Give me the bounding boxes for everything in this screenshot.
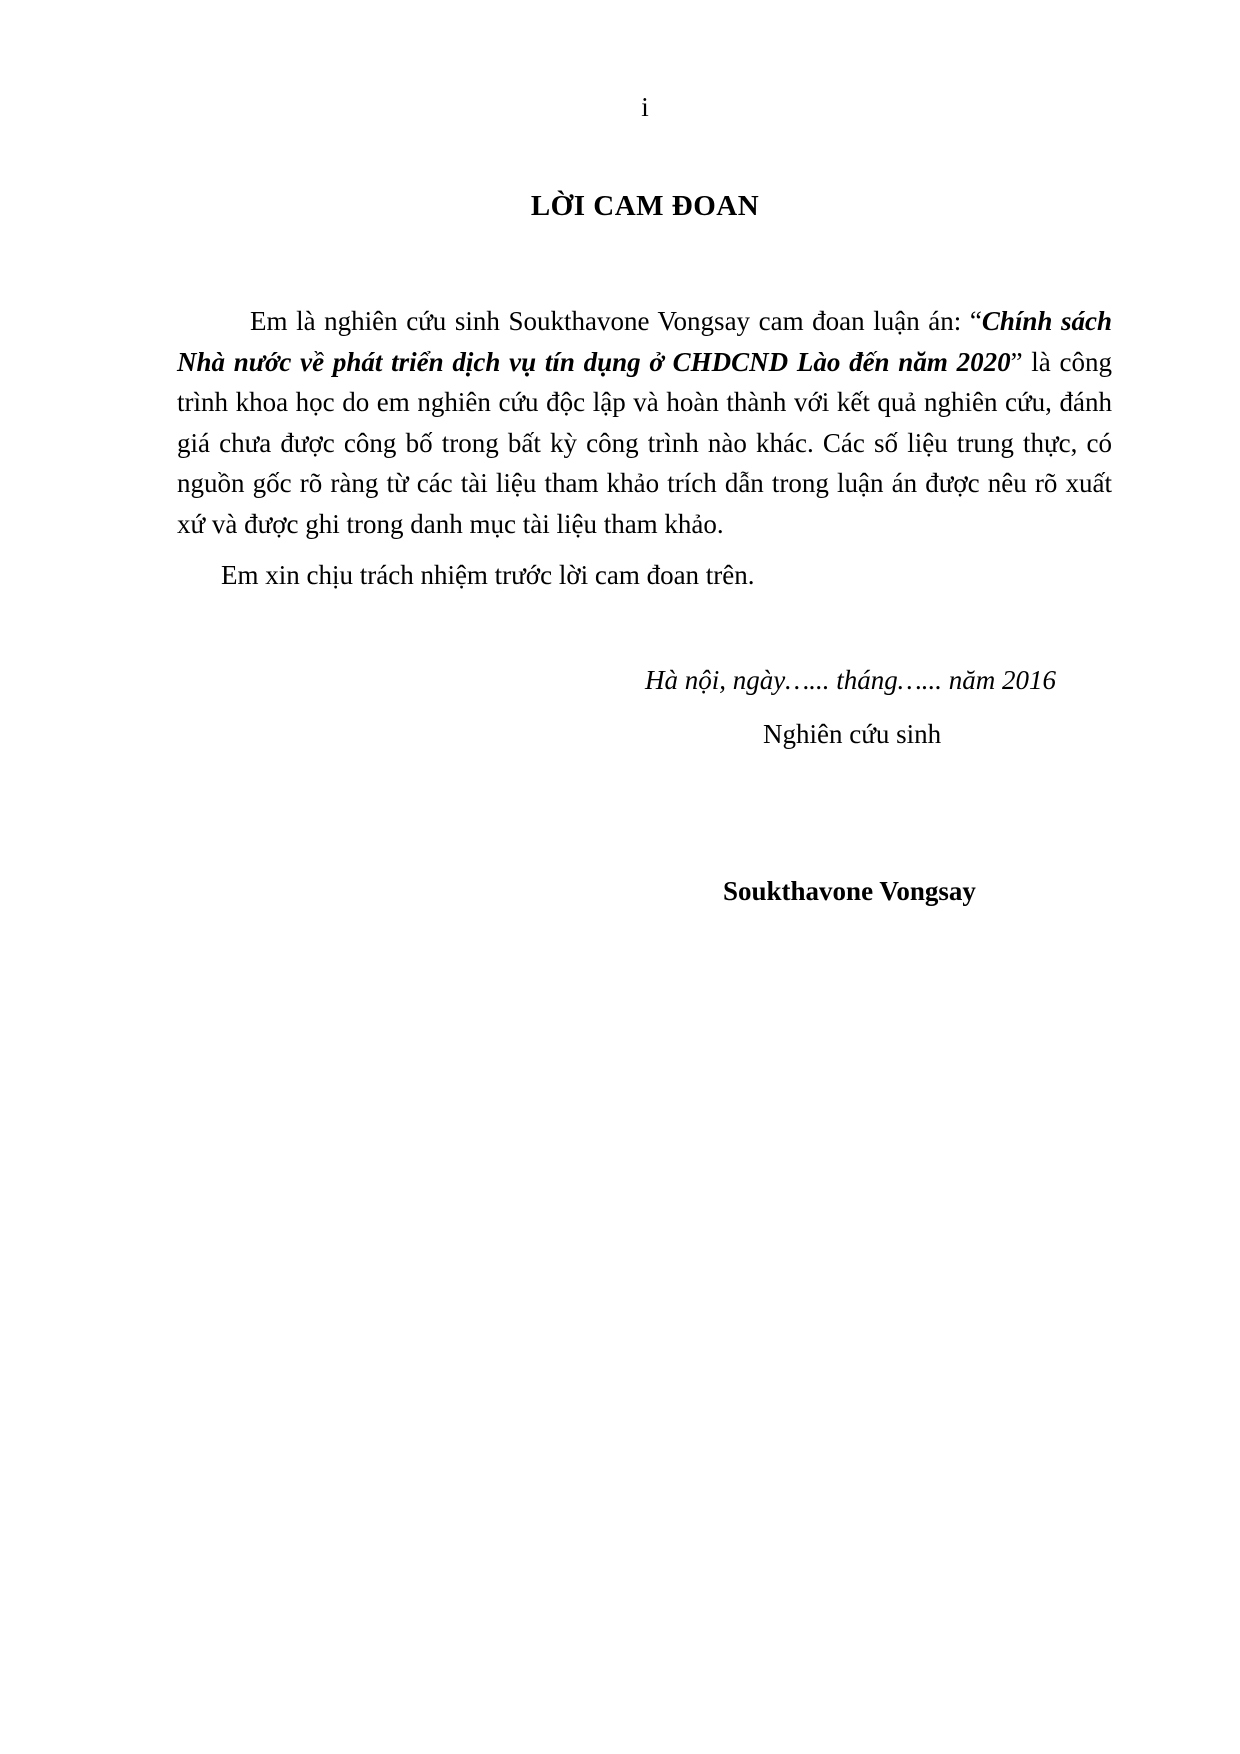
signer-name: Soukthavone Vongsay — [723, 876, 976, 906]
signature-date-line: Hà nội, ngày…... tháng…... năm 2016 — [645, 665, 1056, 695]
signature-role: Nghiên cứu sinh — [763, 719, 942, 749]
declaration-rest: ” là công trình khoa học do em nghiên cứu độc lập và hoàn thành với kết quả nghiên cứu, đánh giá chưa được công bố trong bất kỳ công trình nào khác. Các số liệu trung thực, có nguồn gốc rõ ràng từ các tài liệu tham khảo trích dẫn trong luận án được nêu rõ xuất xứ và được ghi trong danh mục tài liệu tham khảo. — [177, 346, 1113, 539]
page-number: i — [641, 92, 649, 122]
declaration-text — [177, 301, 1112, 544]
page-title: LỜI CAM ĐOAN — [530, 190, 760, 222]
declaration-intro: Em là nghiên cứu sinh Soukthavone Vongsay cam đoan luận án: “ — [250, 306, 982, 336]
commitment-paragraph: Em xin chịu trách nhiệm trước lời cam đoan trên. — [221, 560, 755, 590]
declaration-paragraph — [177, 301, 1112, 544]
thesis-title: Chính sách Nhà nước về phát triển dịch vụ tín dụng ở CHDCND Lào đến năm 2020 — [177, 306, 1112, 377]
